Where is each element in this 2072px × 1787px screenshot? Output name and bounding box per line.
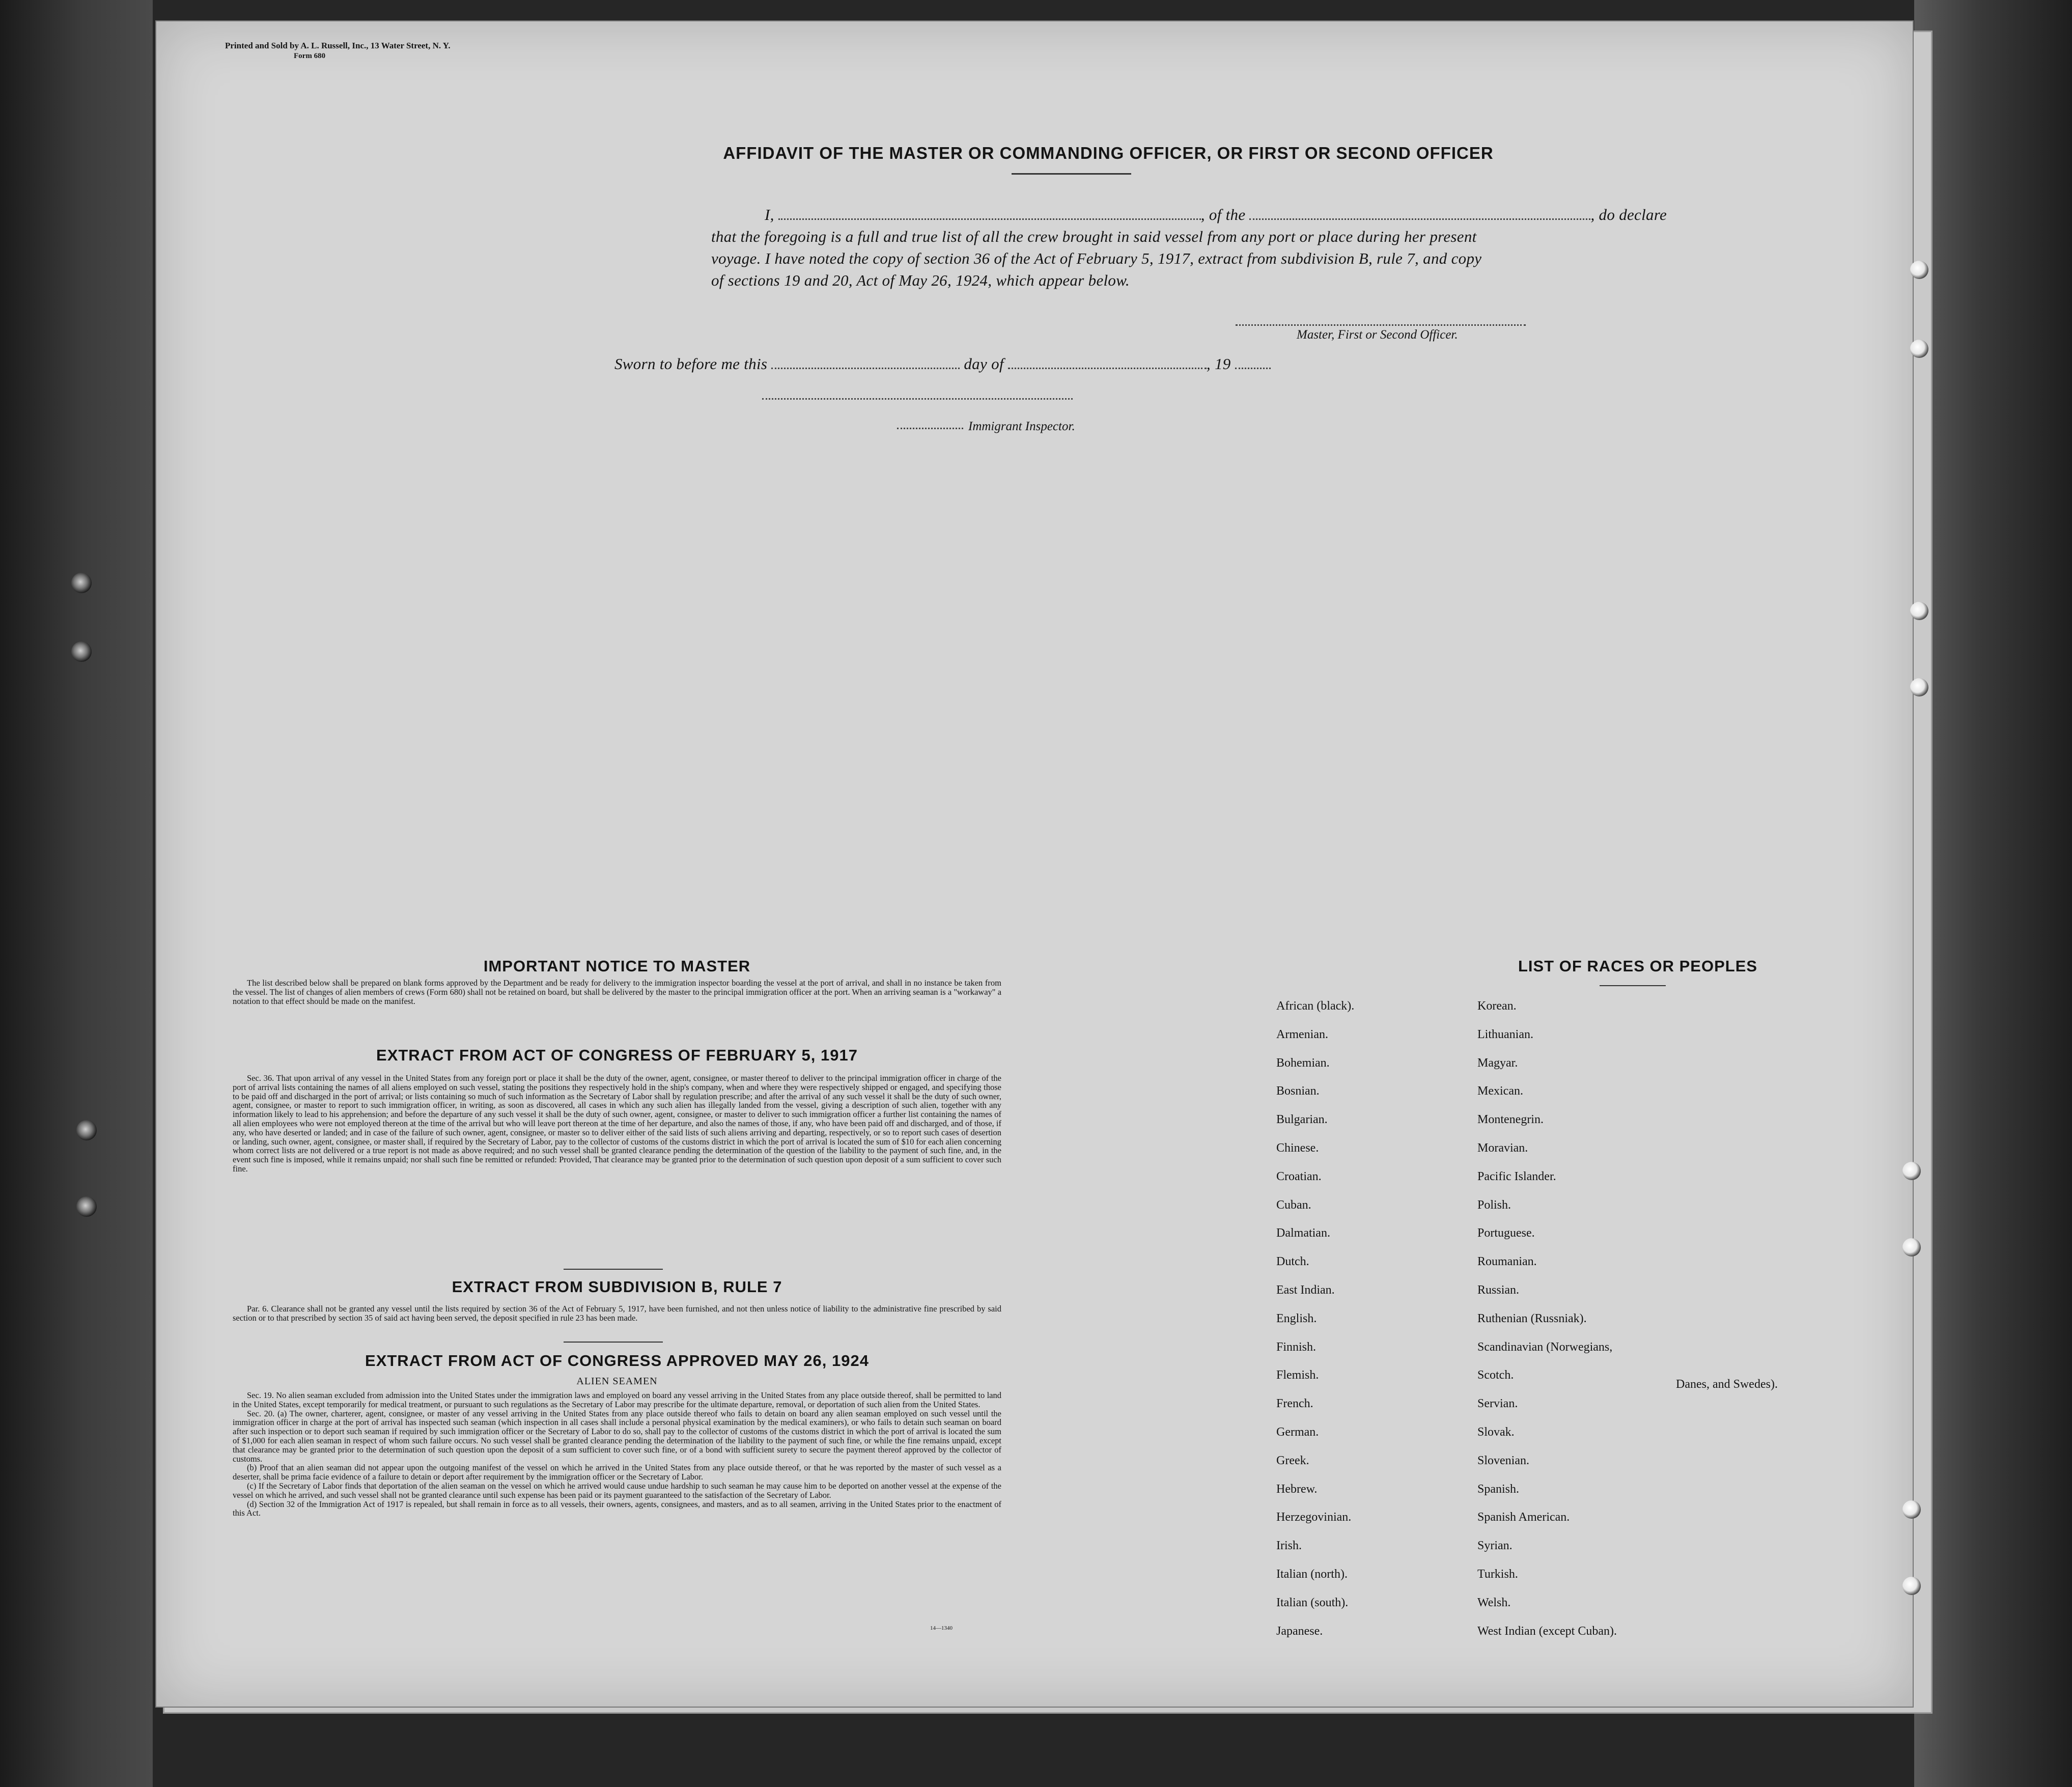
race-right-11: Ruthenian (Russniak).	[1477, 1311, 1587, 1325]
affidavit-of-the: , of the	[1200, 206, 1246, 224]
sworn-year-blank[interactable]	[1235, 356, 1271, 369]
race-right-17: Spanish.	[1477, 1482, 1520, 1496]
binder-hole-icon	[1910, 678, 1928, 696]
binder-hole-icon	[1910, 340, 1928, 358]
extract-1917-body	[233, 1074, 1001, 1174]
notice-body	[233, 979, 1001, 1006]
extract-rule7-body	[233, 1304, 1001, 1323]
extract-1924-title: EXTRACT FROM ACT OF CONGRESS APPROVED MAY 26, 1924	[365, 1352, 869, 1370]
printer-imprint: Printed and Sold by A. L. Russell, Inc., 13 Water Street, N. Y.	[225, 41, 451, 50]
race-left-1: Armenian.	[1276, 1027, 1328, 1041]
race-right-20: Turkish.	[1477, 1568, 1518, 1581]
binder-hole-icon	[71, 573, 92, 593]
race-left-12: Finnish.	[1276, 1340, 1317, 1354]
sworn-prefix: Sworn to before me this	[614, 355, 768, 373]
race-right-10: Russian.	[1477, 1283, 1520, 1297]
race-right-1: Lithuanian.	[1477, 1027, 1533, 1041]
sworn-month-blank[interactable]	[1008, 356, 1207, 369]
race-left-2: Bohemian.	[1276, 1056, 1330, 1070]
race-right-14: Servian.	[1477, 1397, 1518, 1411]
race-right-22: West Indian (except Cuban).	[1477, 1624, 1617, 1638]
race-right-5: Moravian.	[1477, 1141, 1528, 1155]
extract-rule7-title: EXTRACT FROM SUBDIVISION B, RULE 7	[452, 1278, 782, 1296]
section-rule	[564, 1269, 663, 1270]
binder-hole-icon	[1910, 261, 1928, 279]
affidavit-line-2: that the foregoing is a full and true list of all the crew brought in said vessel from any port or place during her present	[711, 228, 1477, 245]
sworn-day-of: day of	[964, 355, 1004, 373]
sec-20c-paragraph: (c) If the Secretary of Labor finds that deportation of the alien seaman on the vessel on which he arrived would cause undue hardship to such seaman he may cause him to be deported on another vessel at the expense of the vessel on which he arrived, and such vessel shall not be granted clearance until such expense has been paid or its payment guaranteed to the satisfaction of the Secretary of Labor.	[233, 1481, 1001, 1500]
sec-20d-paragraph: (d) Section 32 of the Immigration Act of 1917 is repealed, but shall remain in force as to all vessels, their owners, agents, consignees, and masters, and as to all seamen, arriving in the United States prior to the enactment of this Act.	[233, 1499, 1001, 1518]
race-right-0: Korean.	[1477, 999, 1517, 1013]
sec-20b-paragraph: (b) Proof that an alien seaman did not appear upon the outgoing manifest of the vessel on which he arrived in the United States from any place outside thereof, or that he was reported by the master of such vessel as a deserter, shall be prima facie evidence of a failure to detain or deport after requirement by the immigration officer or the Secretary of Labor.	[233, 1463, 1001, 1482]
binder-hole-icon	[1902, 1577, 1921, 1595]
race-right-4: Montenegrin.	[1477, 1113, 1544, 1127]
form-number: Form 680	[294, 52, 326, 60]
extract-rule7-paragraph: Par. 6. Clearance shall not be granted any vessel until the lists required by section 36 of the Act of February 5, 1917, have been furnished, and not then unless notice of liability to the administrative fine prescribed by said section or to that prescribed by section 35 of said act having been served, the deposit specified in rule 23 has been made.	[233, 1304, 1001, 1323]
race-left-11: English.	[1276, 1311, 1317, 1325]
notice-paragraph: The list described below shall be prepared on blank forms approved by the Department and be ready for delivery to the immigration inspector boarding the vessel at the port of arrival, and shall in no instance be taken from the vessel. The list of changes of alien members of crews (Form 680) shall not be retained on board, but shall be delivered by the master to the principal immigration officer at the port. When an arriving seaman is a "workaway" a notation to that effect should be made on the manifest.	[233, 978, 1001, 1006]
race-right-2: Magyar.	[1477, 1056, 1518, 1070]
race-left-10: East Indian.	[1276, 1283, 1335, 1297]
name-blank[interactable]	[778, 207, 1201, 220]
inspector-caption-leader	[897, 428, 963, 429]
inspector-signature-line[interactable]	[762, 398, 1073, 400]
race-right-16: Slovenian.	[1477, 1454, 1529, 1467]
binder-hole-icon	[71, 641, 92, 662]
master-signature-caption: Master, First or Second Officer.	[1297, 328, 1458, 342]
race-left-19: Irish.	[1276, 1539, 1302, 1553]
race-left-13: Flemish.	[1276, 1369, 1319, 1382]
binder-hole-icon	[1902, 1238, 1921, 1257]
scan-border-right	[1914, 0, 2072, 1787]
affidavit-line-4: of sections 19 and 20, Act of May 26, 1924, which appear below.	[711, 271, 1130, 289]
race-scandinavian-cont: Danes, and Swedes).	[1676, 1378, 1778, 1391]
race-left-8: Dalmatian.	[1276, 1226, 1330, 1240]
binder-hole-icon	[1910, 602, 1928, 620]
affidavit-i: I,	[765, 206, 774, 224]
vessel-blank[interactable]	[1249, 207, 1590, 220]
race-left-9: Dutch.	[1276, 1255, 1309, 1269]
race-right-15: Slovak.	[1477, 1426, 1515, 1439]
extract-1924-body	[233, 1391, 1001, 1518]
master-signature-line[interactable]	[1236, 324, 1526, 326]
section-rule	[564, 1342, 663, 1343]
extract-1917-paragraph: Sec. 36. That upon arrival of any vessel in the United States from any foreign port or place it shall be the duty of the owner, agent, consignee, or master thereof to deliver to the principal immigration officer in charge of the port of arrival lists containing the names of all aliens employed on such vessel, stating the positions they respectively hold in the ship's company, when and where they were respectively shipped or engaged, and specifying those to be paid off and discharged in the port of arrival; or lists containing so much of such information as the Secretary of Labor shall by regulation prescribe; and after the arrival of any such vessel it shall be the duty of such owner, agent, consignee, or master to report to such immigration officer, in writing, as soon as discovered, all cases in which any such alien has illegally landed from the vessel, giving a description of such alien, together with any information likely to lead to his apprehension; and before the departure of any such vessel it shall be the duty of such owner, agent, consignee, or master to deliver to such immigration officer a further list containing the names of all alien employees who were not employed thereon at the time of the arrival but who will leave port thereon at the time of her departure, and also the names of those, if any, who have been paid off and discharged, and of those, if any, who have deserted or landed; and in case of the failure of such owner, agent, consignee, or master so to deliver either of the said lists of such aliens arriving and departing, respectively, or so to report such cases of desertion or landing, such owner, agent, consignee, or master shall, if required by the Secretary of Labor, pay to the collector of customs of the customs district in which the port of arrival is located the sum of $10 for each alien concerning whom correct lists are not delivered or a true report is not made as above required; and no such vessel shall be granted clearance pending the determination of the question of the liability to the payment of such fine, and, in the event such fine is imposed, while it remains unpaid; nor shall such fine be remitted or refunded: Provided, That clearance may be granted prior to the determination of such question upon deposit of a sum sufficient to cover such fine.	[233, 1073, 1001, 1174]
race-right-9: Roumanian.	[1477, 1255, 1537, 1269]
sworn-day-blank[interactable]	[771, 356, 960, 369]
document-page	[155, 20, 1914, 1708]
sec-19-paragraph: Sec. 19. No alien seaman excluded from admission into the United States under the immigration laws and employed on board any vessel arriving in the United States from any place outside thereof, shall be permitted to land in the United States, except temporarily for medical treatment, or pursuant to such regulations as the Secretary of Labor may prescribe for the ultimate departure, removal, or deportation of such alien from the United States.	[233, 1390, 1001, 1409]
sworn-year-prefix: , 19	[1206, 355, 1231, 373]
race-left-16: Greek.	[1276, 1454, 1309, 1467]
race-left-4: Bulgarian.	[1276, 1113, 1328, 1127]
races-title: LIST OF RACES OR PEOPLES	[1518, 957, 1758, 975]
inspector-caption: Immigrant Inspector.	[968, 420, 1075, 433]
race-left-7: Cuban.	[1276, 1198, 1311, 1212]
sworn-line	[614, 355, 1271, 373]
affidavit-declare: , do declare	[1590, 206, 1667, 224]
races-title-rule	[1600, 985, 1666, 986]
affidavit-line-1	[612, 206, 1732, 224]
race-right-12: Scandinavian (Norwegians,	[1477, 1340, 1613, 1354]
race-left-22: Japanese.	[1276, 1624, 1323, 1638]
race-left-6: Croatian.	[1276, 1169, 1322, 1183]
binder-hole-icon	[76, 1120, 97, 1140]
scan-border-left	[0, 0, 153, 1787]
race-left-17: Hebrew.	[1276, 1482, 1318, 1496]
race-right-19: Syrian.	[1477, 1539, 1513, 1553]
binder-hole-icon	[1902, 1500, 1921, 1519]
race-left-18: Herzegovinian.	[1276, 1511, 1352, 1524]
race-left-0: African (black).	[1276, 999, 1355, 1013]
race-left-15: German.	[1276, 1426, 1319, 1439]
race-left-5: Chinese.	[1276, 1141, 1319, 1155]
race-left-20: Italian (north).	[1276, 1568, 1348, 1581]
sec-20a-paragraph: Sec. 20. (a) The owner, charterer, agent, consignee, or master of any vessel arriving in the United States from any place outside thereof who fails to detain on board any alien seaman employed on such vessel until the immigration officer in charge at the port of arrival has inspected such seaman (which inspection in all cases shall include a personal physical examination by the medical examiners), or who fails to detain such seaman on board after such inspection or to deport such seaman if required by such immigration officer or the Secretary of Labor to do so, shall pay to the collector of customs of the customs district in which the port of arrival is located the sum of $1,000 for each alien seaman in respect of whom such failure occurs. No such vessel shall be granted clearance pending the determination of the liability to the payment of such fine, or while the fine remains unpaid, except that clearance may be granted prior to the determination of such question upon the deposit of a sum sufficient to cover such fine, or of a bond with sufficient surety to secure the payment thereof approved by the collector of customs.	[233, 1408, 1001, 1464]
race-left-3: Bosnian.	[1276, 1084, 1320, 1098]
binder-hole-icon	[76, 1196, 97, 1217]
race-right-6: Pacific Islander.	[1477, 1169, 1556, 1183]
form-code: 14—1340	[930, 1625, 953, 1631]
race-left-14: French.	[1276, 1397, 1313, 1411]
extract-1924-subtitle: ALIEN SEAMEN	[576, 1376, 658, 1387]
notice-title: IMPORTANT NOTICE TO MASTER	[483, 957, 751, 975]
race-left-21: Italian (south).	[1276, 1596, 1349, 1609]
binder-hole-icon	[1902, 1162, 1921, 1180]
affidavit-line-3: voyage. I have noted the copy of section 36 of the Act of February 5, 1917, extract from subdivision B, rule 7, and copy	[711, 249, 1482, 267]
race-right-13: Scotch.	[1477, 1369, 1514, 1382]
extract-1917-title: EXTRACT FROM ACT OF CONGRESS OF FEBRUARY 5, 1917	[376, 1046, 858, 1064]
race-right-3: Mexican.	[1477, 1084, 1523, 1098]
race-right-18: Spanish American.	[1477, 1511, 1570, 1524]
race-right-7: Polish.	[1477, 1198, 1511, 1212]
affidavit-title: AFFIDAVIT OF THE MASTER OR COMMANDING OFFICER, OR FIRST OR SECOND OFFICER	[723, 144, 1494, 162]
race-right-8: Portuguese.	[1477, 1226, 1535, 1240]
title-rule	[1012, 173, 1131, 175]
race-right-21: Welsh.	[1477, 1596, 1511, 1609]
